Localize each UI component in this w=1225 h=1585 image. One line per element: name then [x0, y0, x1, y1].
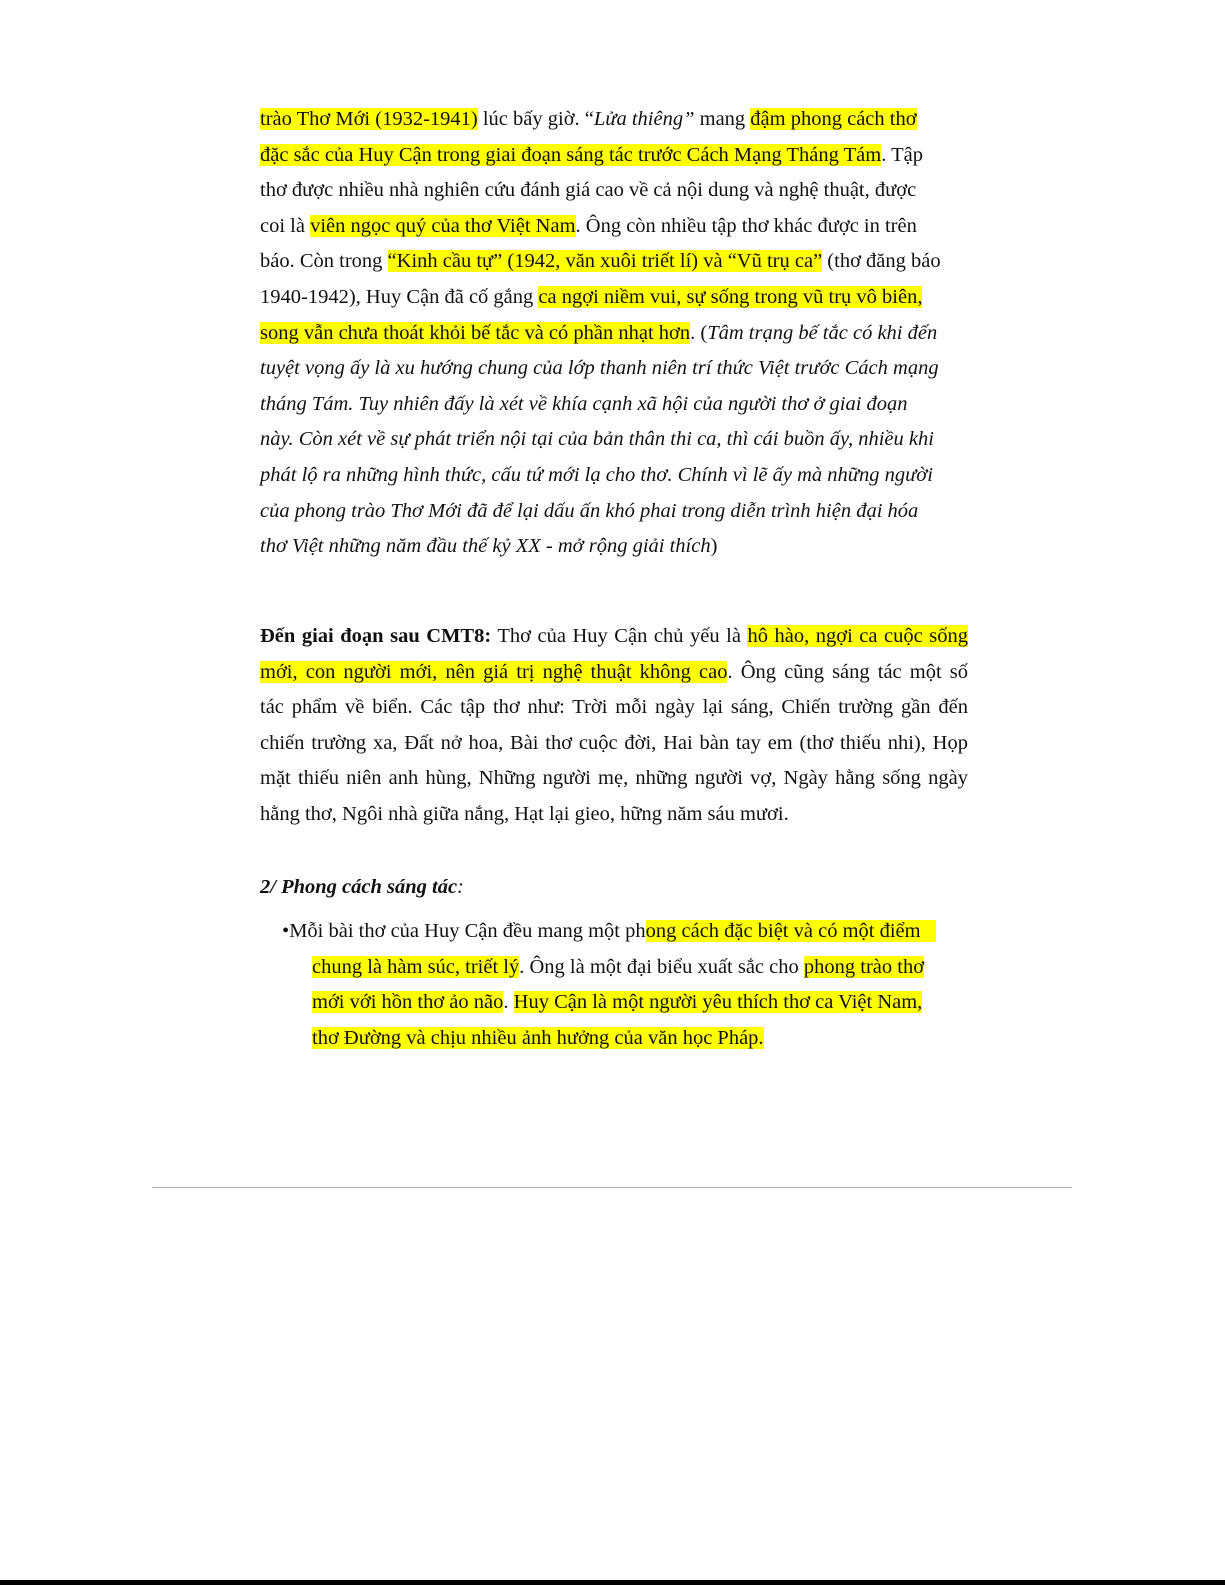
text-line	[260, 280, 968, 316]
text-line	[260, 655, 968, 691]
text-line: hằng thơ, Ngôi nhà giữa nắng, Hạt lại gieo, hững năm sáu mươi.	[260, 802, 789, 825]
text-line: phát lộ ra những hình thức, cấu tứ mới lạ cho thơ. Chính vì lẽ ấy mà những người	[260, 463, 933, 486]
text-line	[260, 619, 968, 655]
heading-text: 2/ Phong cách sáng tác	[260, 876, 458, 898]
text-line	[260, 244, 968, 280]
text-line	[260, 209, 968, 245]
text-run: coi là	[260, 214, 311, 237]
text-line	[282, 950, 962, 986]
text-line	[282, 985, 962, 1021]
text-run: . Ông là một đại biểu xuất sắc cho	[519, 955, 804, 978]
text-line: tác phẩm về biển. Các tập thơ như: Trời mỗi ngày lại sáng, Chiến trường gần đến	[260, 696, 968, 719]
text-line	[260, 138, 968, 174]
text-line	[260, 316, 968, 352]
text-run: mang	[694, 108, 751, 130]
highlighted-text: mới với hồn thơ ảo não	[312, 991, 504, 1014]
highlighted-text: Huy Cận là một người yêu thích thơ ca Việt Nam,	[513, 991, 923, 1014]
highlighted-text: thơ Đường và chịu nhiều ảnh hưởng của văn học Pháp.	[312, 1026, 764, 1049]
text-line: thơ được nhiều nhà nghiên cứu đánh giá cao về cả nội dung và nghệ thuật, được	[260, 179, 917, 202]
text-line: của phong trào Thơ Mới đã để lại dấu ấn khó phai trong diễn trình hiện đại hóa	[260, 499, 919, 522]
text-run: )	[710, 535, 718, 558]
text-run: . (	[690, 321, 708, 344]
text-run: Thơ của Huy Cận chủ yếu là	[491, 625, 748, 647]
highlighted-text: trào Thơ Mới (1932-1941)	[260, 108, 478, 130]
text-line	[282, 1021, 962, 1057]
highlighted-text: ong cách đặc biệt và có một điểm	[645, 920, 936, 942]
text-run: lúc bấy giờ. “	[477, 108, 594, 130]
highlighted-text: “Kinh cầu tự” (1942, văn xuôi triết lí) và “Vũ trụ ca”	[387, 250, 823, 273]
section-heading	[260, 872, 464, 902]
text-run: Mỗi bài thơ của Huy Cận đều mang một ph	[289, 920, 646, 942]
highlighted-text: đậm phong cách thơ	[750, 108, 917, 130]
text-line: này. Còn xét về sự phát triển nội tại của bản thân thi ca, thì cái buồn ấy, nhiều khi	[260, 428, 934, 451]
highlighted-text: đặc sắc của Huy Cận trong giai đoạn sáng tác trước Cách Mạng Tháng Tám	[260, 143, 882, 166]
bullet-icon: •	[282, 920, 290, 942]
text-run: .	[503, 991, 514, 1014]
text-run: . Tập	[881, 143, 923, 166]
text-run: . Ông còn nhiều tập thơ khác được in trên	[575, 214, 917, 237]
heading-colon: :	[457, 876, 464, 898]
text-run: báo. Còn trong	[260, 250, 388, 273]
page-divider	[152, 1187, 1072, 1188]
highlighted-text: hô hào, ngợi ca cuộc sống	[747, 625, 969, 647]
bold-lead-in: Đến giai đoạn sau CMT8:	[260, 625, 492, 647]
text-line	[260, 529, 968, 565]
highlighted-text: mới, con người mới, nên giá trị nghệ thuật không cao	[260, 660, 728, 683]
highlighted-text: song vẫn chưa thoát khỏi bế tắc và có phần nhạt hơn	[260, 321, 691, 344]
text-line	[282, 914, 962, 950]
text-run: 1940-1942), Huy Cận đã cố gắng	[260, 285, 539, 308]
text-line: tuyệt vọng ấy là xu hướng chung của lớp thanh niên trí thức Việt trước Cách mạng	[260, 357, 939, 380]
text-line	[260, 102, 968, 138]
highlighted-text: viên ngọc quý của thơ Việt Nam	[310, 214, 576, 237]
text-line: mặt thiếu niên anh hùng, Những người mẹ, những người vợ, Ngày hằng sống ngày	[260, 767, 968, 790]
italic-text: thơ Việt những năm đầu thế kỷ XX - mở rộng giải thích	[260, 535, 711, 558]
highlighted-text: phong trào thơ	[803, 955, 925, 978]
text-line: tháng Tám. Tuy nhiên đấy là xét về khía cạnh xã hội của người thơ ở giai đoạn	[260, 392, 908, 415]
bullet-item	[282, 914, 962, 1056]
paragraph-after-cmt8	[260, 619, 968, 833]
highlighted-text: ca ngợi niềm vui, sự sống trong vũ trụ vô biên,	[538, 285, 923, 308]
text-run: . Ông cũng sáng tác một số	[727, 660, 968, 683]
text-run: (thơ đăng báo	[822, 250, 941, 273]
bottom-edge-bar	[0, 1580, 1225, 1585]
italic-text: Tâm trạng bế tắc có khi đến	[707, 321, 938, 344]
paragraph-lua-thieng	[260, 102, 968, 565]
highlighted-text: chung là hàm súc, triết lý	[312, 955, 520, 978]
italic-title: Lửa thiêng”	[593, 108, 695, 130]
text-line: chiến trường xa, Đất nở hoa, Bài thơ cuộc đời, Hai bàn tay em (thơ thiếu nhi), Họp	[260, 731, 968, 754]
